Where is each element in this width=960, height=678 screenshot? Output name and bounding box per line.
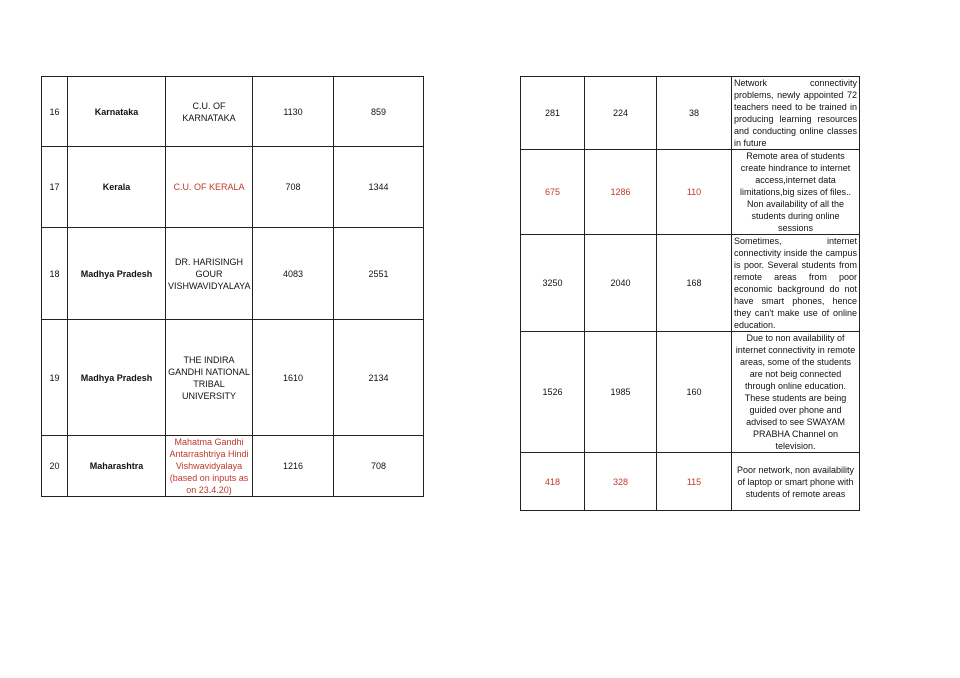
value-e: 115 [657,453,732,511]
remark-text: Sometimes, internet connectivity inside the campus is poor. Several students from remote areas from poor economic background do not have smart phones, hence they can't make use of online education. [732,235,860,332]
table-row [42,228,424,320]
remark-text: Remote area of students create hindrance to internet access,internet data limitations,big sizes of files.. Non availability of all the students during online sessions [732,150,860,235]
value-d: 224 [585,77,657,150]
table-row [521,332,860,453]
university-name: C.U. OF KERALA [166,147,253,228]
value-a: 708 [253,147,334,228]
value-c: 675 [521,150,585,235]
value-e: 38 [657,77,732,150]
value-d: 328 [585,453,657,511]
value-b: 859 [334,77,424,147]
table-row [521,150,860,235]
state-name: Maharashtra [68,436,166,497]
right-data-table [520,76,860,511]
value-d: 1985 [585,332,657,453]
table-row [42,320,424,436]
serial-number: 18 [42,228,68,320]
value-e: 110 [657,150,732,235]
state-name: Madhya Pradesh [68,228,166,320]
value-b: 2134 [334,320,424,436]
left-data-table [41,76,424,497]
university-name: C.U. OF KARNATAKA [166,77,253,147]
value-b: 1344 [334,147,424,228]
university-name: DR. HARISINGH GOUR VISHWAVIDYALAYA [166,228,253,320]
university-name: Mahatma Gandhi Antarrashtriya Hindi Vishwavidyalaya (based on inputs as on 23.4.20) [166,436,253,497]
value-a: 4083 [253,228,334,320]
serial-number: 16 [42,77,68,147]
value-c: 1526 [521,332,585,453]
university-name: THE INDIRA GANDHI NATIONAL TRIBAL UNIVERSITY [166,320,253,436]
state-name: Kerala [68,147,166,228]
value-a: 1216 [253,436,334,497]
value-c: 281 [521,77,585,150]
table-row [521,235,860,332]
value-e: 160 [657,332,732,453]
remark-text: Due to non availability of internet connectivity in remote areas, some of the students are not beig connected through online education. These students are being guided over phone and advised to see SWAYAM PRABHA Channel on television. [732,332,860,453]
state-name: Madhya Pradesh [68,320,166,436]
table-row [42,77,424,147]
value-d: 1286 [585,150,657,235]
table-row [521,453,860,511]
value-b: 708 [334,436,424,497]
serial-number: 20 [42,436,68,497]
remark-text: Poor network, non availability of laptop or smart phone with students of remote areas [732,453,860,511]
value-c: 3250 [521,235,585,332]
table-row [42,147,424,228]
value-a: 1130 [253,77,334,147]
state-name: Karnataka [68,77,166,147]
value-c: 418 [521,453,585,511]
remark-text: Network connectivity problems, newly appointed 72 teachers need to be trained in producing learning resources and conducting online classes in future [732,77,860,150]
value-b: 2551 [334,228,424,320]
value-d: 2040 [585,235,657,332]
value-a: 1610 [253,320,334,436]
table-row [521,77,860,150]
table-row [42,436,424,497]
serial-number: 19 [42,320,68,436]
serial-number: 17 [42,147,68,228]
value-e: 168 [657,235,732,332]
